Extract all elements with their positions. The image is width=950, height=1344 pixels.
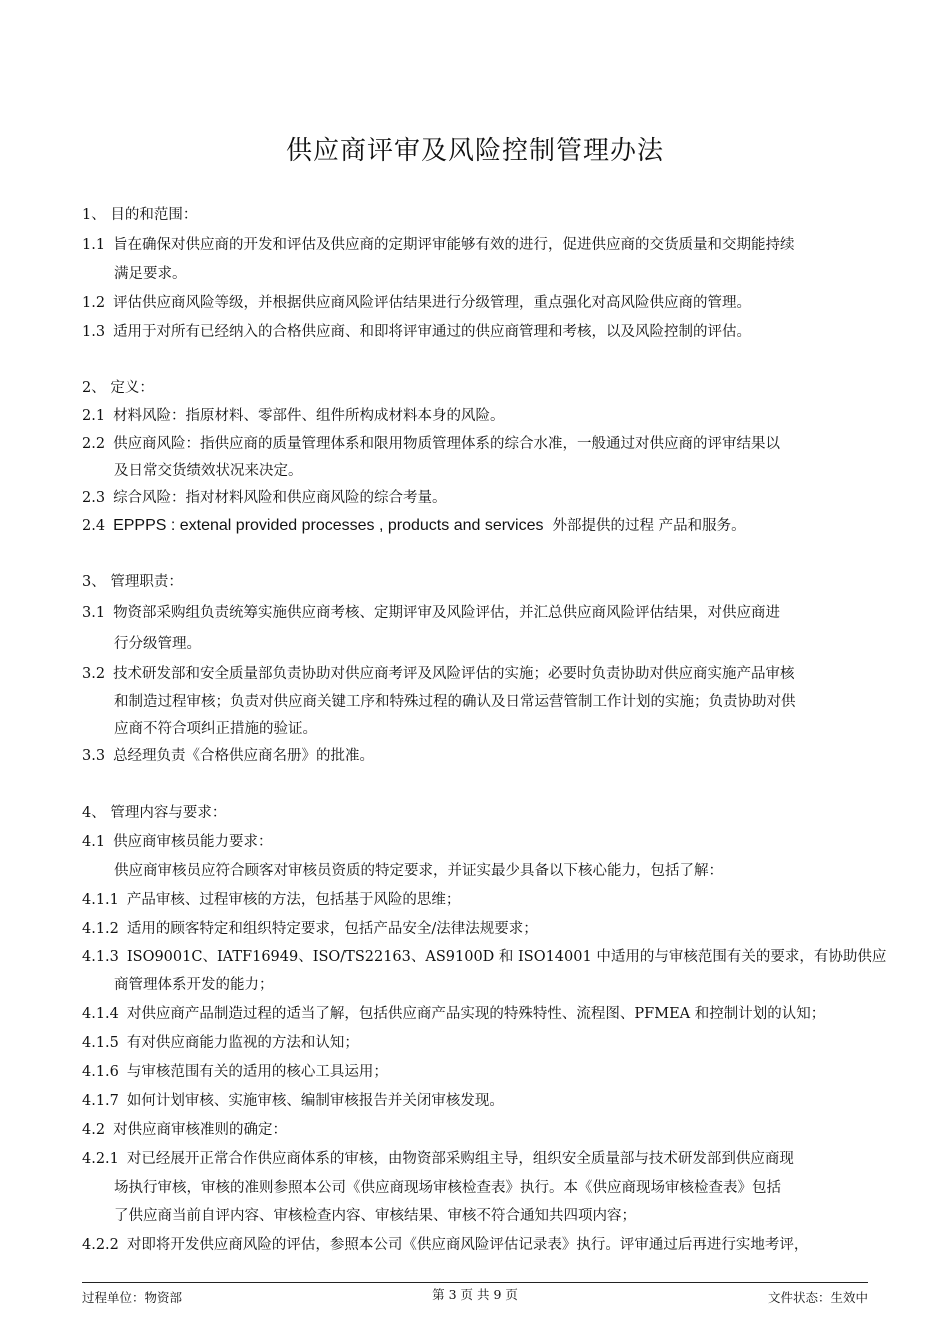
clause-number: 2.2 (82, 436, 106, 452)
clause-text: 有对供应商能力监视的方法和认知； (126, 1035, 359, 1051)
clause-text: 旨在确保对供应商的开发和评估及供应商的定期评审能够有效的进行，促进供应商的交货质量和交期能持续 (113, 237, 795, 253)
clause-4-1-intro: 供应商审核员应符合顾客对审核员资质的特定要求，并证实最少具备以下核心能力，包括了解： (114, 863, 723, 879)
clause-number: 3.1 (82, 605, 106, 621)
clause-text: 总经理负责《合格供应商名册》的批准。 (113, 748, 375, 764)
clause-text: 供应商风险：指供应商的质量管理体系和限用物质管理体系的综合水准，一般通过对供应商的评审结果以 (113, 436, 781, 452)
clause-number: 2.3 (82, 490, 106, 506)
clause-4-1-3 (82, 947, 886, 967)
section-1-heading: 1、 目的和范围： (82, 207, 198, 223)
clause-number: 4.2.1 (82, 1151, 119, 1167)
clause-text: 评估供应商风险等级，并根据供应商风险评估结果进行分级管理，重点强化对高风险供应商的管理。 (113, 295, 752, 311)
clause-3-1-cont: 行分级管理。 (114, 636, 201, 652)
clause-number: 4.1.1 (82, 892, 119, 908)
clause-4-2-2 (82, 1235, 808, 1255)
clause-4-2 (82, 1120, 287, 1140)
clause-1-3 (82, 322, 751, 342)
clause-4-1-7 (82, 1091, 504, 1111)
clause-number: 4.1.2 (82, 921, 119, 937)
clause-2-2 (82, 434, 780, 454)
clause-text: 产品审核、过程审核的方法，包括基于风险的思维； (126, 892, 461, 908)
clause-number: 4.2 (82, 1122, 106, 1138)
clause-2-1 (82, 406, 505, 426)
clause-number: 1.2 (82, 295, 106, 311)
clause-text: 对供应商产品制造过程的适当了解，包括供应商产品实现的特殊特性、流程图、PFMEA 和控制计划的认知； (126, 1006, 826, 1022)
footer-status: 文件状态：生效中 (767, 1290, 868, 1305)
clause-number: 3.2 (82, 666, 106, 682)
clause-text: 供应商审核员能力要求： (113, 834, 273, 850)
clause-3-3 (82, 746, 374, 766)
document-title: 供应商评审及风险控制管理办法 (285, 136, 664, 166)
clause-number: 2.1 (82, 408, 106, 424)
clause-number: 4.1.3 (82, 949, 119, 965)
clause-text: 对即将开发供应商风险的评估，参照本公司《供应商风险评估记录表》执行。评审通过后再进行实地考评， (126, 1237, 809, 1253)
clause-text: 对已经展开正常合作供应商体系的审核，由物资部采购组主导，组织安全质量部与技术研发部到供应商现 (126, 1151, 794, 1167)
clause-number: 2.4 (82, 518, 106, 534)
section-4-heading: 4、 管理内容与要求： (82, 805, 227, 821)
clause-latin-text: EPPPS : extenal provided processes , products and services (113, 517, 544, 534)
clause-number: 4.1.4 (82, 1006, 119, 1022)
clause-3-2 (82, 664, 795, 684)
footer-divider (82, 1282, 868, 1283)
clause-text: 综合风险：指对材料风险和供应商风险的综合考量。 (113, 490, 447, 506)
clause-text: 适用的顾客特定和组织特定要求，包括产品安全/法律法规要求； (126, 921, 538, 937)
clause-number: 4.1 (82, 834, 106, 850)
clause-number: 3.3 (82, 748, 106, 764)
clause-3-2-cont: 和制造过程审核；负责对供应商关键工序和特殊过程的确认及日常运营管制工作计划的实施；负责协助对供 (114, 694, 796, 710)
clause-text: 如何计划审核、实施审核、编制审核报告并关闭审核发现。 (126, 1093, 504, 1109)
clause-4-2-1-cont: 了供应商当前自评内容、审核检查内容、审核结果、审核不符合通知共四项内容； (114, 1208, 636, 1224)
section-2-heading: 2、 定义： (82, 380, 154, 396)
clause-4-1-4 (82, 1004, 825, 1024)
clause-4-2-1 (82, 1149, 794, 1169)
clause-4-1-1 (82, 890, 460, 910)
clause-text: 适用于对所有已经纳入的合格供应商、和即将评审通过的供应商管理和考核，以及风险控制的评估。 (113, 324, 752, 340)
clause-text: 技术研发部和安全质量部负责协助对供应商考评及风险评估的实施；必要时负责协助对供应商实施产品审核 (113, 666, 795, 682)
clause-4-1-2 (82, 919, 538, 939)
clause-number: 4.1.6 (82, 1064, 119, 1080)
clause-text: 材料风险：指原材料、零部件、组件所构成材料本身的风险。 (113, 408, 505, 424)
section-3-heading: 3、 管理职责： (82, 574, 183, 590)
clause-4-1 (82, 832, 273, 852)
clause-3-2-cont: 应商不符合项纠正措施的验证。 (114, 721, 317, 737)
clause-2-4 (82, 516, 746, 536)
clause-text: 外部提供的过程 产品和服务。 (552, 518, 746, 534)
clause-2-3 (82, 488, 447, 508)
clause-1-1-cont: 满足要求。 (114, 266, 187, 282)
clause-number: 1.3 (82, 324, 106, 340)
clause-2-2-cont: 及日常交货绩效状况来决定。 (114, 463, 303, 479)
footer-unit: 过程单位：物资部 (82, 1290, 183, 1305)
clause-number: 4.2.2 (82, 1237, 119, 1253)
clause-number: 4.1.5 (82, 1035, 119, 1051)
clause-number: 4.1.7 (82, 1093, 119, 1109)
clause-text: ISO9001C、IATF16949、ISO/TS22163、AS9100D 和 ISO14001 中适用的与审核范围有关的要求，有协助供应 (126, 949, 887, 965)
clause-4-2-1-cont: 场执行审核，审核的准则参照本公司《供应商现场审核检查表》执行。本《供应商现场审核检查表》包括 (114, 1180, 781, 1196)
clause-4-1-3-cont: 商管理体系开发的能力； (114, 977, 274, 993)
footer-page-number: 第 3 页 共 9 页 (432, 1287, 518, 1302)
clause-3-1 (82, 603, 780, 623)
clause-4-1-6 (82, 1062, 388, 1082)
clause-1-2 (82, 293, 751, 313)
clause-text: 物资部采购组负责统筹实施供应商考核、定期评审及风险评估，并汇总供应商风险评估结果，对供应商进 (113, 605, 781, 621)
clause-1-1 (82, 235, 795, 255)
clause-text: 对供应商审核准则的确定： (113, 1122, 288, 1138)
clause-text: 与审核范围有关的适用的核心工具运用； (126, 1064, 388, 1080)
clause-4-1-5 (82, 1033, 359, 1053)
clause-number: 1.1 (82, 237, 106, 253)
